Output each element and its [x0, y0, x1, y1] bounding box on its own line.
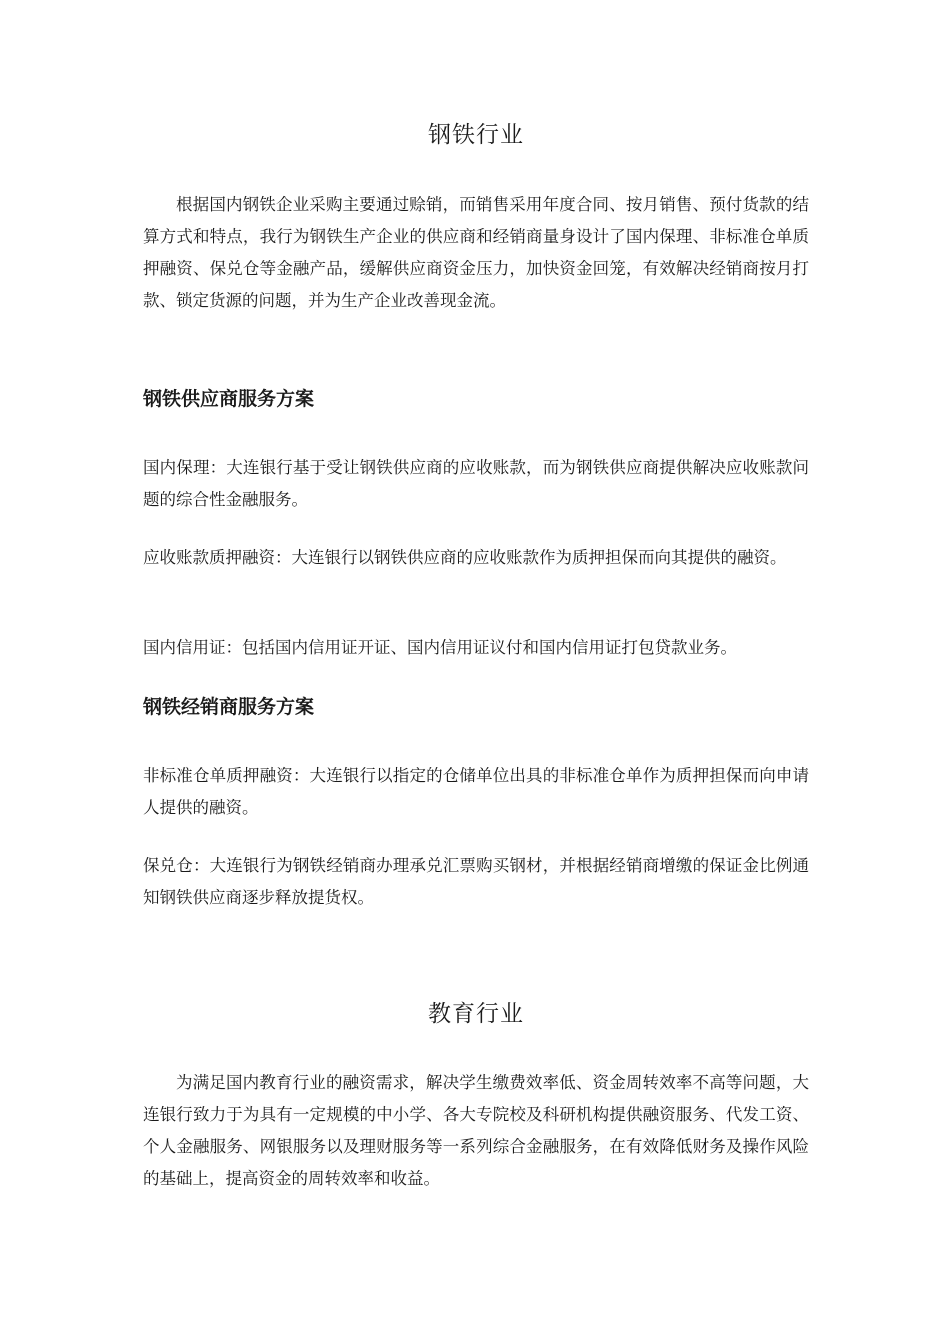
dealer-item-warehouse-receipt-pledge: 非标准仓单质押融资：大连银行以指定的仓储单位出具的非标准仓单作为质押担保而向申请人提供的融资。 [143, 766, 809, 817]
education-intro-paragraph: 为满足国内教育行业的融资需求，解决学生缴费效率低、资金周转效率不高等问题，大连银行致力于为具有一定规模的中小学、各大专院校及科研机构提供融资服务、代发工资、个人金融服务、网银服务以及理财服务等一系列综合金融服务，在有效降低财务及操作风险的基础上，提高资金的周转效率和收益。 [143, 1073, 809, 1188]
steel-dealer-heading: 钢铁经销商服务方案 [143, 696, 315, 718]
steel-intro-paragraph: 根据国内钢铁企业采购主要通过赊销，而销售采用年度合同、按月销售、预付货款的结算方式和特点，我行为钢铁生产企业的供应商和经销商量身设计了国内保理、非标准仓单质押融资、保兑仓等金融产品，缓解供应商资金压力，加快资金回笼，有效解决经销商按月打款、锁定货源的问题，并为生产企业改善现金流。 [143, 195, 809, 310]
supplier-item-domestic-letter-of-credit: 国内信用证：包括国内信用证开证、国内信用证议付和国内信用证打包贷款业务。 [143, 638, 737, 657]
dealer-item-guaranteed-warehouse: 保兑仓：大连银行为钢铁经销商办理承兑汇票购买钢材，并根据经销商增缴的保证金比例通知钢铁供应商逐步释放提货权。 [143, 856, 809, 907]
steel-industry-title: 钢铁行业 [428, 122, 524, 148]
supplier-item-domestic-factoring: 国内保理：大连银行基于受让钢铁供应商的应收账款，而为钢铁供应商提供解决应收账款问题的综合性金融服务。 [143, 458, 809, 509]
supplier-item-receivables-pledge: 应收账款质押融资：大连银行以钢铁供应商的应收账款作为质押担保而向其提供的融资。 [143, 548, 787, 567]
steel-supplier-heading: 钢铁供应商服务方案 [143, 388, 315, 410]
education-industry-title: 教育行业 [428, 1001, 524, 1027]
